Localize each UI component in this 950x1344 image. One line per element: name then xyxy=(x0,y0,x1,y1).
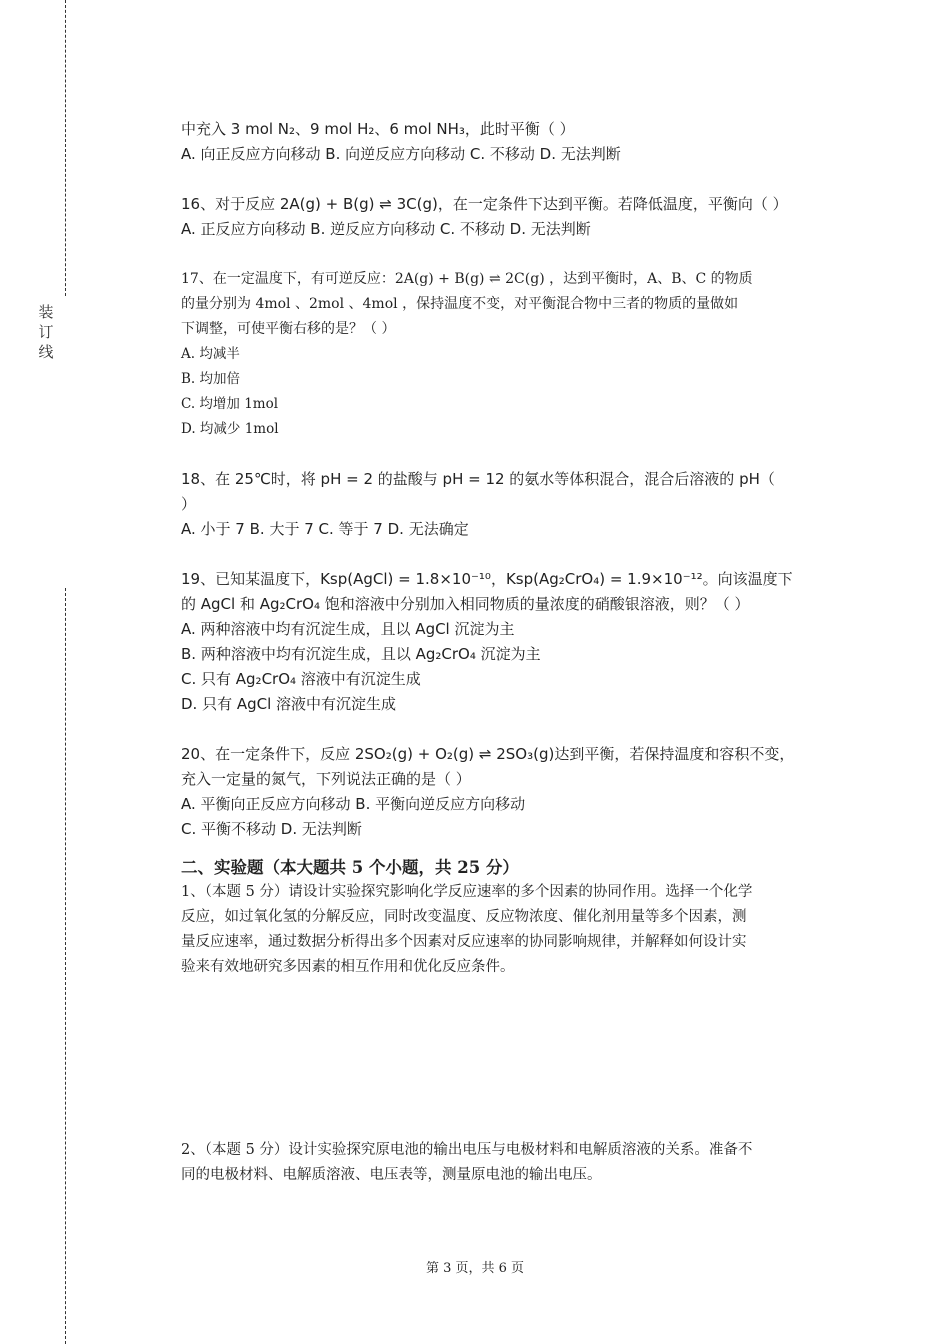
page-footer: 第 3 页，共 6 页 xyxy=(425,1261,525,1276)
question-stem: 充入一定量的氮气，下列说法正确的是（ ） xyxy=(181,770,471,788)
question-stem: 下调整，可使平衡右移的是？（ ） xyxy=(181,321,396,337)
binding-char: 装 xyxy=(38,303,54,321)
question-15-continued xyxy=(181,117,845,167)
question-16 xyxy=(181,192,845,242)
experiment-text: 验来有效地研究多因素的相互作用和优化反应条件。 xyxy=(181,959,515,975)
question-stem: 19、已知某温度下，Ksp(AgCl) = 1.8×10⁻¹⁰，Ksp(Ag₂CrO₄) = 1.9×10⁻¹²。向该温度下 xyxy=(181,570,793,588)
experiment-text: 2、（本题 5 分）设计实验探究原电池的输出电压与电极材料和电解质溶液的关系。准备不 xyxy=(181,1142,753,1158)
experiment-2 xyxy=(181,1138,845,1188)
question-options: A. 正反应方向移动 B. 逆反应方向移动 C. 不移动 D. 无法判断 xyxy=(181,220,591,238)
question-stem: ） xyxy=(181,495,197,513)
option-d: D. 均减少 1mol xyxy=(181,421,279,437)
option-a: A. 均减半 xyxy=(181,346,240,362)
question-stem: 的 AgCl 和 Ag₂CrO₄ 饱和溶液中分别加入相同物质的量浓度的硝酸银溶液，则？（ ） xyxy=(181,595,750,613)
experiment-text: 量反应速率，通过数据分析得出多个因素对反应速率的协同影响规律，并解释如何设计实 xyxy=(181,934,747,950)
section-title: 二、实验题（本大题共 5 个小题，共 25 分） xyxy=(181,858,519,877)
binding-char: 订 xyxy=(38,323,54,341)
page-content xyxy=(181,117,845,1183)
experiment-text: 反应，如过氧化氢的分解反应，同时改变温度、反应物浓度、催化剂用量等多个因素，测 xyxy=(181,909,747,925)
option-d: D. 只有 AgCl 溶液中有沉淀生成 xyxy=(181,695,397,713)
question-options: A. 向正反应方向移动 B. 向逆反应方向移动 C. 不移动 D. 无法判断 xyxy=(181,145,621,163)
question-stem: 中充入 3 mol N₂、9 mol H₂、6 mol NH₃，此时平衡（ ） xyxy=(181,120,575,138)
question-20 xyxy=(181,742,845,842)
question-19 xyxy=(181,567,845,717)
question-options: A. 平衡向正反应方向移动 B. 平衡向逆反应方向移动 xyxy=(181,795,526,813)
experiment-text: 同的电极材料、电解质溶液、电压表等，测量原电池的输出电压。 xyxy=(181,1167,602,1183)
question-stem: 的量分别为 4mol 、2mol 、4mol ，保持温度不变，对平衡混合物中三者的物质的量做如 xyxy=(181,296,739,312)
option-b: B. 均加倍 xyxy=(181,371,241,387)
option-a: A. 两种溶液中均有沉淀生成，且以 AgCl 沉淀为主 xyxy=(181,620,515,638)
binding-label xyxy=(36,302,56,362)
option-c: C. 均增加 1mol xyxy=(181,396,279,412)
experiment-text: 1、（本题 5 分）请设计实验探究影响化学反应速率的多个因素的协同作用。选择一个化学 xyxy=(181,884,753,900)
question-18 xyxy=(181,467,845,542)
question-stem: 20、在一定条件下，反应 2SO₂(g) + O₂(g) ⇌ 2SO₃(g)达到平衡，若保持温度和容积不变， xyxy=(181,745,795,763)
question-options: C. 平衡不移动 D. 无法判断 xyxy=(181,820,362,838)
question-stem: 18、在 25℃时，将 pH = 2 的盐酸与 pH = 12 的氨水等体积混合，混合后溶液的 pH（ xyxy=(181,470,775,488)
question-stem: 16、对于反应 2A(g) + B(g) ⇌ 3C(g)，在一定条件下达到平衡。若降低温度，平衡向（ ） xyxy=(181,195,788,213)
binding-char: 线 xyxy=(38,343,54,361)
binding-line-top xyxy=(65,0,66,296)
question-options: A. 小于 7 B. 大于 7 C. 等于 7 D. 无法确定 xyxy=(181,520,469,538)
option-b: B. 两种溶液中均有沉淀生成，且以 Ag₂CrO₄ 沉淀为主 xyxy=(181,645,541,663)
experiment-1 xyxy=(181,880,845,980)
binding-line-bottom xyxy=(65,588,66,1344)
option-c: C. 只有 Ag₂CrO₄ 溶液中有沉淀生成 xyxy=(181,670,421,688)
question-17 xyxy=(181,267,845,442)
question-stem: 17、在一定温度下，有可逆反应：2A(g) + B(g) ⇌ 2C(g) ，达到平衡时，A、B、C 的物质 xyxy=(181,271,753,287)
